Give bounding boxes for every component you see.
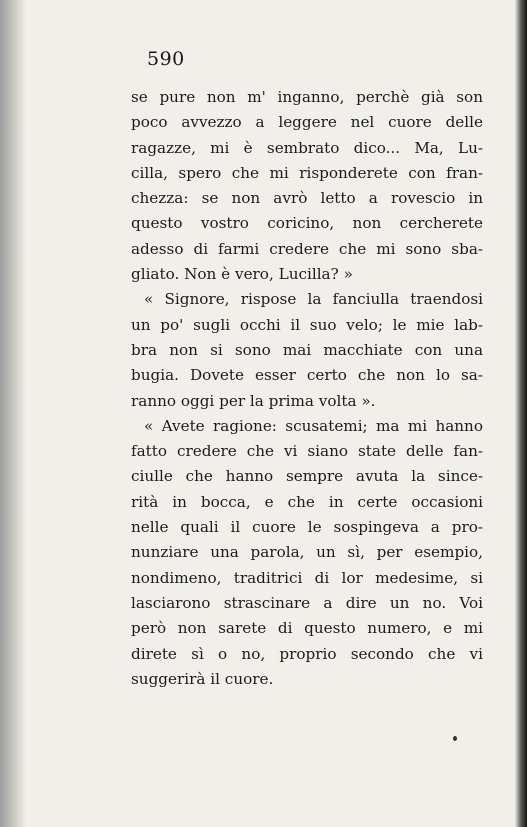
text-line: nondimeno, traditrici di lor medesime, si — [131, 568, 483, 587]
text-line: ciulle che hanno sempre avuta la since- — [131, 467, 483, 486]
text-line: cilla, spero che mi risponderete con fran- — [131, 163, 483, 182]
page-number: 590 — [147, 48, 185, 70]
text-line: rità in bocca, e che in certe occasioni — [131, 492, 483, 511]
text-line: ranno oggi per la prima volta ». — [131, 391, 376, 410]
text-line: chezza: se non avrò letto a rovescio in — [131, 189, 483, 208]
body-text — [131, 85, 483, 692]
text-line: suggerirà il cuore. — [131, 669, 274, 688]
text-line: ragazze, mi è sembrato dico... Ma, Lu- — [131, 138, 483, 157]
text-line: direte sì o no, proprio secondo che vi — [131, 644, 483, 663]
text-line: fatto credere che vi siano state delle fan- — [131, 442, 483, 461]
page-left-shadow — [0, 0, 26, 827]
text-line: poco avvezzo a leggere nel cuore delle — [131, 113, 483, 132]
text-line: « Signore, rispose la fanciulla traendosi — [144, 290, 483, 309]
ink-speck — [453, 736, 457, 741]
text-line: questo vostro coricino, non cercherete — [131, 214, 483, 233]
text-line: bugia. Dovete esser certo che non lo sa- — [131, 366, 483, 385]
text-line: nunziare una parola, un sì, per esempio, — [131, 543, 483, 562]
text-line: un po' sugli occhi il suo velo; le mie lab- — [131, 315, 483, 334]
text-line: nelle quali il cuore le sospingeva a pro- — [131, 518, 483, 537]
text-line: se pure non m' inganno, perchè già son — [131, 88, 483, 106]
text-line: adesso di farmi credere che mi sono sba- — [131, 239, 483, 258]
page-right-edge — [515, 0, 527, 827]
text-line: « Avete ragione: scusatemi; ma mi hanno — [144, 416, 483, 435]
text-line: gliato. Non è vero, Lucilla? » — [131, 265, 353, 284]
text-line: bra non si sono mai macchiate con una — [131, 340, 483, 359]
text-line: però non sarete di questo numero, e mi — [131, 619, 483, 638]
text-line: lasciarono strascinare a dire un no. Voi — [131, 593, 483, 612]
